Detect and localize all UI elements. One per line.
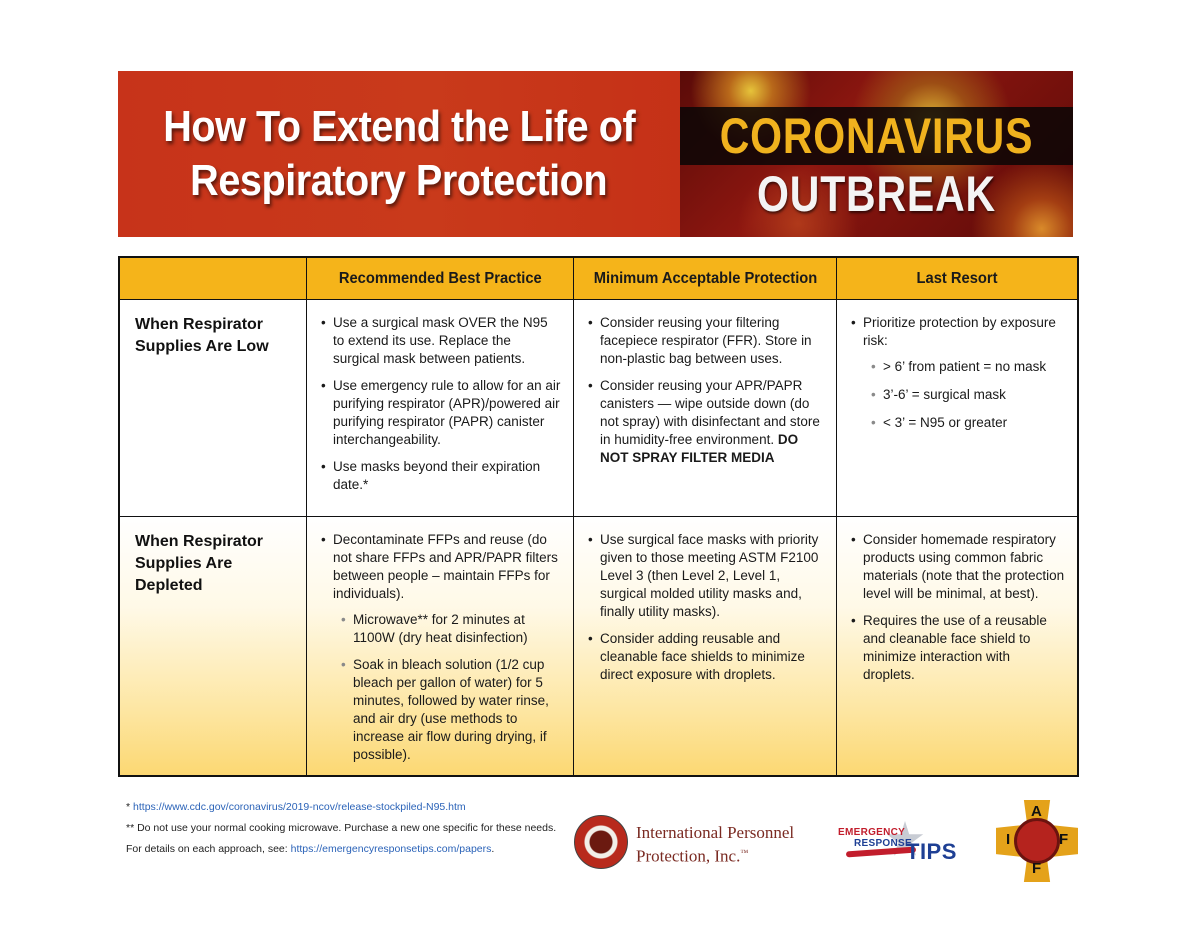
list-item: • Requires the use of a reusable and cleanable face shield to minimize interaction with droplets. — [851, 612, 1065, 684]
list-item: • Consider reusing your filtering facepiece respirator (FFR). Store in non-plastic bag between uses. — [588, 314, 824, 368]
iaff-letter-f2: F — [1032, 860, 1042, 877]
coronavirus-image — [680, 71, 1073, 237]
row-low-label-cell — [120, 300, 307, 517]
header-best-practice: Recommended Best Practice — [307, 258, 574, 300]
row-low-label: When Respirator Supplies Are Low — [135, 316, 269, 355]
footnote-1: * https://www.cdc.gov/coronavirus/2019-ncov/release-stockpiled-N95.htm — [126, 801, 466, 813]
emergency-response-tips-logo — [838, 815, 978, 873]
row-low-best-list — [321, 314, 561, 503]
sublist-item: • Soak in bleach solution (1/2 cup bleach per gallon of water) for 5 minutes, followed by water rinse, and air dry (use methods to increase air flow during drying, if possible). — [341, 656, 561, 764]
banner-title-line2: Respiratory Protection — [190, 156, 608, 205]
footnote-2: ** Do not use your normal cooking microwave. Purchase a new one specific for these needs. — [126, 822, 557, 834]
row-low-best-cell — [307, 300, 574, 517]
sublist-item: • > 6’ from patient = no mask — [871, 358, 1065, 376]
footnote-3: For details on each approach, see: https://emergencyresponsetips.com/papers. — [126, 843, 495, 855]
list-item: • Consider reusing your APR/PAPR canisters — wipe outside down (do not spray) with disinfectant and store in humidity-free environment. DO NOT SPRAY FILTER MEDIA — [588, 377, 824, 467]
list-item: • Prioritize protection by exposure risk: • > 6’ from patient = no mask • 3’-6’ = surgical mask • < 3’ = N95 or greater — [851, 314, 1065, 432]
exposure-sublist — [863, 358, 1065, 432]
row-depleted-last-list — [851, 531, 1065, 693]
sublist-item: • < 3’ = N95 or greater — [871, 414, 1065, 432]
row-depleted-minimum-list — [588, 531, 824, 693]
cdc-link[interactable]: https://www.cdc.gov/coronavirus/2019-ncov/release-stockpiled-N95.htm — [133, 801, 466, 813]
iaff-seal-icon — [1014, 818, 1060, 864]
list-item: • Use emergency rule to allow for an air purifying respirator (APR)/powered air purifying respirator (PAPR) canister interchangeability. — [321, 377, 561, 449]
ipp-seal-icon — [574, 815, 628, 869]
protection-table — [118, 256, 1079, 777]
list-item: • Use surgical face masks with priority given to those meeting ASTM F2100 Level 3 (then Level 2, Level 1, surgical molded utility masks and, finally utility masks). — [588, 531, 824, 621]
header-corner — [120, 258, 307, 300]
banner-title-line1: How To Extend the Life of — [163, 102, 635, 151]
row-low-last-cell — [837, 300, 1077, 517]
ert-word-response: RESPONSE — [854, 838, 912, 849]
badge-line1: CORONAVIRUS — [719, 108, 1034, 164]
ert-word-tips: TIPS — [906, 839, 957, 864]
row-low-minimum-cell — [574, 300, 837, 517]
list-item: • Use masks beyond their expiration date.* — [321, 458, 561, 494]
banner — [118, 71, 1073, 237]
row-depleted-minimum-cell — [574, 517, 837, 775]
sublist-item: • 3’-6’ = surgical mask — [871, 386, 1065, 404]
row-low-last-list — [851, 314, 1065, 442]
list-item: • Consider adding reusable and cleanable face shields to minimize direct exposure with droplets. — [588, 630, 824, 684]
header-last-resort: Last Resort — [837, 258, 1077, 300]
ipp-logo-text: International Personnel Protection, Inc.™ — [636, 823, 795, 866]
iaff-letter-f1: F — [1059, 831, 1069, 848]
decontamination-sublist — [333, 611, 561, 764]
sublist-item: • Microwave** for 2 minutes at 1100W (dry heat disinfection) — [341, 611, 561, 647]
ipp-logo — [574, 815, 814, 871]
iaff-letter-a: A — [1031, 803, 1042, 820]
row-depleted-best-cell — [307, 517, 574, 775]
iaff-letter-i: I — [1006, 831, 1011, 848]
badge-line2: OUTBREAK — [757, 166, 996, 222]
row-low-minimum-list — [588, 314, 824, 476]
row-depleted-last-cell — [837, 517, 1077, 775]
row-depleted-best-list — [321, 531, 561, 773]
list-item: • Consider homemade respiratory products using common fabric materials (note that the protection level will be minimal, at best). — [851, 531, 1065, 603]
iaff-logo — [996, 800, 1078, 882]
footnotes — [126, 797, 566, 860]
list-item: • Decontaminate FFPs and reuse (do not share FFPs and APR/PAPR filters between people – maintain FFPs for individuals). • Microwave** for 2 minutes at 1100W (dry heat disinfection) • Soak in bleach solution (1/2 cup bleach per gallon of water) for 5 minutes, followed by water rinse, and air dry (use methods to increase air flow during drying, if possible). — [321, 531, 561, 764]
warning-text: DO NOT SPRAY FILTER MEDIA — [600, 432, 799, 465]
row-depleted-label-cell — [120, 517, 307, 775]
ert-word-emergency: EMERGENCY — [838, 827, 905, 838]
header-minimum: Minimum Acceptable Protection — [574, 258, 837, 300]
banner-title-panel — [118, 71, 680, 237]
list-item: • Use a surgical mask OVER the N95 to extend its use. Replace the surgical mask between patients. — [321, 314, 561, 368]
papers-link[interactable]: https://emergencyresponsetips.com/papers — [290, 843, 492, 855]
row-depleted-label: When Respirator Supplies Are Depleted — [135, 533, 264, 594]
